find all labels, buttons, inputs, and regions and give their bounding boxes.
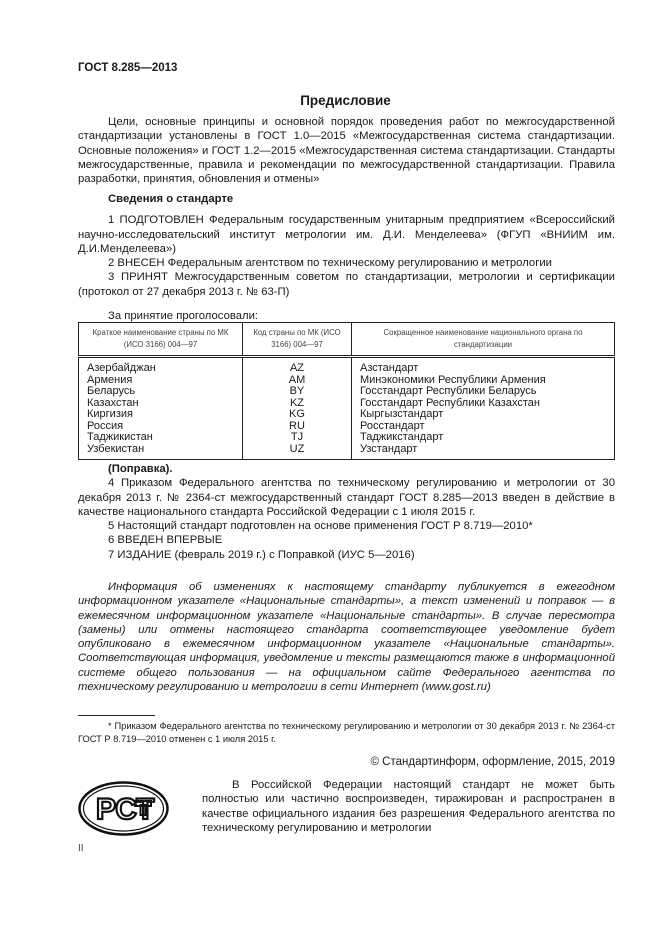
enactment-section xyxy=(78,462,615,562)
footnote-divider xyxy=(78,715,155,716)
item-4: 4 Приказом Федерального агентства по техническому регулированию и метрологии от 30 декабря 2013 г. № 2364-ст межгосударственный стандарт ГОСТ 8.285—2013 введен в действие в качестве национального стандарта Российской Федерации с 1 июля 2015 г. xyxy=(78,477,615,518)
voted-label: За принятие проголосовали: xyxy=(108,310,259,323)
table-row xyxy=(79,357,615,375)
table-row xyxy=(79,398,615,410)
cell-organ: Госстандарт Республики Казахстан xyxy=(352,398,615,410)
cell-organ: Азстандарт xyxy=(352,357,615,375)
col-header-code: Код страны по МК (ИСО 3166) 004—97 xyxy=(243,323,352,357)
table-header-row xyxy=(79,323,615,357)
col-header-organ: Сокращенное наименование национального органа по стандартизации xyxy=(352,323,615,357)
table-row xyxy=(79,386,615,398)
copyright: © Стандартинформ, оформление, 2015, 2019 xyxy=(370,756,615,768)
standard-info-section xyxy=(78,192,615,323)
cell-code: KG xyxy=(243,409,352,421)
svg-text:РСТ: РСТ xyxy=(96,793,155,826)
cell-country: Узбекистан xyxy=(79,444,243,460)
cell-organ: Таджикстандарт xyxy=(352,432,615,444)
cell-organ: Росстандарт xyxy=(352,421,615,433)
cell-code: TJ xyxy=(243,432,352,444)
item-6: 6 ВВЕДЕН ВПЕРВЫЕ xyxy=(108,534,223,547)
cell-organ: Госстандарт Республики Беларусь xyxy=(352,386,615,398)
voting-countries-table xyxy=(78,322,615,460)
item-2: 2 ВНЕСЕН Федеральным агентством по техническому регулированию и метрологии xyxy=(108,257,552,270)
cell-code: RU xyxy=(243,421,352,433)
cell-code: AM xyxy=(243,375,352,387)
table-row xyxy=(79,444,615,460)
cell-country: Таджикистан xyxy=(79,432,243,444)
cell-organ: Кыргызстандарт xyxy=(352,409,615,421)
page-number: II xyxy=(78,843,84,854)
table-row xyxy=(79,409,615,421)
page-title: Предисловие xyxy=(300,93,391,108)
rights-notice xyxy=(202,778,615,835)
col-header-country: Краткое наименование страны по МК (ИСО 3166) 004—97 xyxy=(79,323,243,357)
notice-paragraph: Информация об изменениях к настоящему стандарту публикуется в ежегодном информационном указателе «Национальные стандарты», а текст изменений и поправок — в ежемесячном информационном указателе «Национальные стандарты». В случае пересмотра (замены) или отмены настоящего стандарта соответствующее уведомление будет опубликовано в ежемесячном информационном указателе «Национальные стандарты». Соответствующая информация, уведомление и тексты размещаются также в информационной системе общего пользования — на официальном сайте Федерального агентства по техническому регулированию и метрологии в сети Интернет (www.gost.ru) xyxy=(78,581,615,694)
item-7: 7 ИЗДАНИЕ (февраль 2019 г.) с Поправкой (ИУС 5—2016) xyxy=(108,548,415,561)
table-row xyxy=(79,432,615,444)
cell-organ: Минэкономики Республики Армения xyxy=(352,375,615,387)
cell-country: Армения xyxy=(79,375,243,387)
cell-country: Азербайджан xyxy=(79,357,243,375)
rights-text: В Российской Федерации настоящий стандарт не может быть полностью или частично воспроизведен, тиражирован и распространен в качестве официального издания без разрешения Федерального агентства по техническому регулированию и метрологии xyxy=(202,779,615,834)
item-5: 5 Настоящий стандарт подготовлен на основе применения ГОСТ Р 8.719—2010* xyxy=(108,520,533,533)
cell-code: UZ xyxy=(243,444,352,460)
intro-section xyxy=(78,115,615,186)
footnote xyxy=(78,720,615,746)
info-heading: Сведения о стандарте xyxy=(108,193,234,205)
amendment-label: (Поправка). xyxy=(108,463,173,475)
notice-section xyxy=(78,580,615,694)
cell-country: Казахстан xyxy=(79,398,243,410)
table-row xyxy=(79,421,615,433)
cell-organ: Узстандарт xyxy=(352,444,615,460)
cell-country: Беларусь xyxy=(79,386,243,398)
document-id-header: ГОСТ 8.285—2013 xyxy=(78,62,178,74)
item-1: 1 ПОДГОТОВЛЕН Федеральным государственным унитарным предприятием «Всероссийский научно-исследовательский институт метрологии им. Д.И. Менделеева» (ФГУП «ВНИИМ им. Д.И.Менделеева») xyxy=(78,214,615,255)
cell-code: AZ xyxy=(243,357,352,375)
cell-country: Киргизия xyxy=(79,409,243,421)
pct-certification-mark-icon xyxy=(78,781,169,836)
cell-code: KZ xyxy=(243,398,352,410)
footnote-text: * Приказом Федерального агентства по техническому регулированию и метрологии от 30 декабря 2013 г. № 2364-ст ГОСТ Р 8.719—2010 отменен с 1 июля 2015 г. xyxy=(78,721,615,744)
cell-country: Россия xyxy=(79,421,243,433)
item-3: 3 ПРИНЯТ Межгосударственным советом по стандартизации, метрологии и сертификации (протокол от 27 декабря 2013 г. № 63-П) xyxy=(78,271,615,298)
intro-paragraph: Цели, основные принципы и основной порядок проведения работ по межгосударственной стандартизации установлены в ГОСТ 1.0—2015 «Межгосударственная система стандартизации. Основные положения» и ГОСТ 1.2—2015 «Межгосударственная система стандартизации. Стандарты межгосударственные, правила и рекомендации по межгосударственной стандартизации. Правила разработки, принятия, обновления и отмены» xyxy=(78,116,615,186)
cell-code: BY xyxy=(243,386,352,398)
